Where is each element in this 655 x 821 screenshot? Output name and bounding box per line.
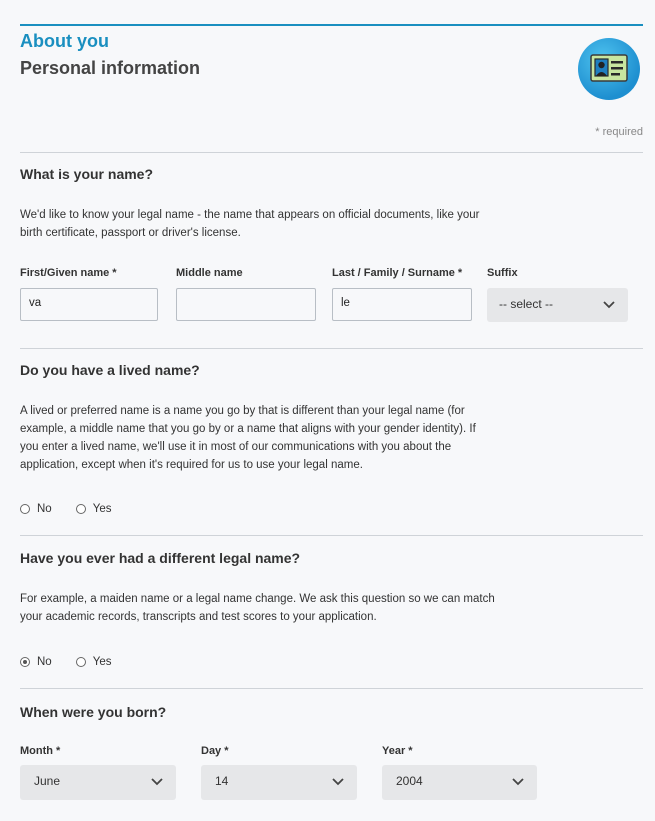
name-question-title: What is your name? [20, 166, 154, 182]
name-question-description: We'd like to know your legal name - the name that appears on official documents, like your birth certificate, passport or driver's license. [20, 209, 480, 239]
suffix-select[interactable] [487, 288, 628, 322]
month-select[interactable] [20, 765, 176, 800]
year-select-value: 2004 [396, 774, 423, 788]
different-name-option-yes[interactable] [76, 656, 112, 668]
suffix-label: Suffix [487, 267, 518, 279]
page-title: Personal information [20, 58, 201, 78]
first-name-label: First/Given name * [20, 267, 117, 279]
lived-name-option-no[interactable] [20, 503, 52, 515]
lived-name-question-title: Do you have a lived name? [20, 362, 200, 378]
chevron-down-icon [511, 774, 525, 788]
last-name-label: Last / Family / Surname * [332, 267, 463, 279]
chevron-down-icon [150, 774, 164, 788]
divider [20, 152, 643, 153]
lived-name-option-yes[interactable] [76, 503, 112, 515]
different-name-description: For example, a maiden name or a legal name change. We ask this question so we can match your academic records, transcripts and test scores to your application. [20, 593, 495, 623]
radio-button[interactable] [20, 504, 30, 514]
id-card-icon [578, 38, 640, 100]
lived-name-description: A lived or preferred name is a name you go by that is different than your legal name (for example, a middle name that you go by or a name that aligns with your gender identity). If you enter a lived name, we'll use it in most of our communications with you about the application, except when it's required for us to use your legal name. [20, 405, 476, 471]
day-select[interactable] [201, 765, 357, 800]
first-name-input[interactable]: va [20, 288, 158, 321]
required-note: * required [595, 126, 643, 138]
chevron-down-icon [331, 774, 345, 788]
day-label: Day * [201, 745, 229, 757]
radio-label: Yes [92, 656, 112, 668]
radio-button[interactable] [76, 657, 86, 667]
lived-name-radio-group [20, 503, 135, 515]
year-label: Year * [382, 745, 413, 757]
middle-name-label: Middle name [176, 267, 243, 279]
different-name-question-title: Have you ever had a different legal name? [20, 550, 301, 566]
year-select[interactable] [382, 765, 537, 800]
birth-question-title: When were you born? [20, 704, 167, 720]
divider [20, 688, 643, 689]
radio-label: Yes [92, 503, 112, 515]
divider [20, 348, 643, 349]
month-select-value: June [34, 774, 61, 788]
different-name-option-no[interactable] [20, 656, 52, 668]
month-label: Month * [20, 745, 61, 757]
day-select-value: 14 [215, 774, 229, 788]
section-eyebrow: About you [20, 31, 109, 51]
chevron-down-icon [602, 297, 616, 311]
id-card-badge [578, 38, 640, 100]
radio-label: No [37, 503, 52, 515]
different-name-radio-group [20, 656, 135, 668]
radio-button[interactable] [76, 504, 86, 514]
middle-name-input[interactable] [176, 288, 316, 321]
radio-label: No [37, 656, 52, 668]
divider [20, 535, 643, 536]
radio-button-selected[interactable] [20, 657, 30, 667]
last-name-input[interactable]: le [332, 288, 472, 321]
suffix-select-value: -- select -- [499, 297, 553, 311]
header-accent-line [20, 24, 643, 26]
